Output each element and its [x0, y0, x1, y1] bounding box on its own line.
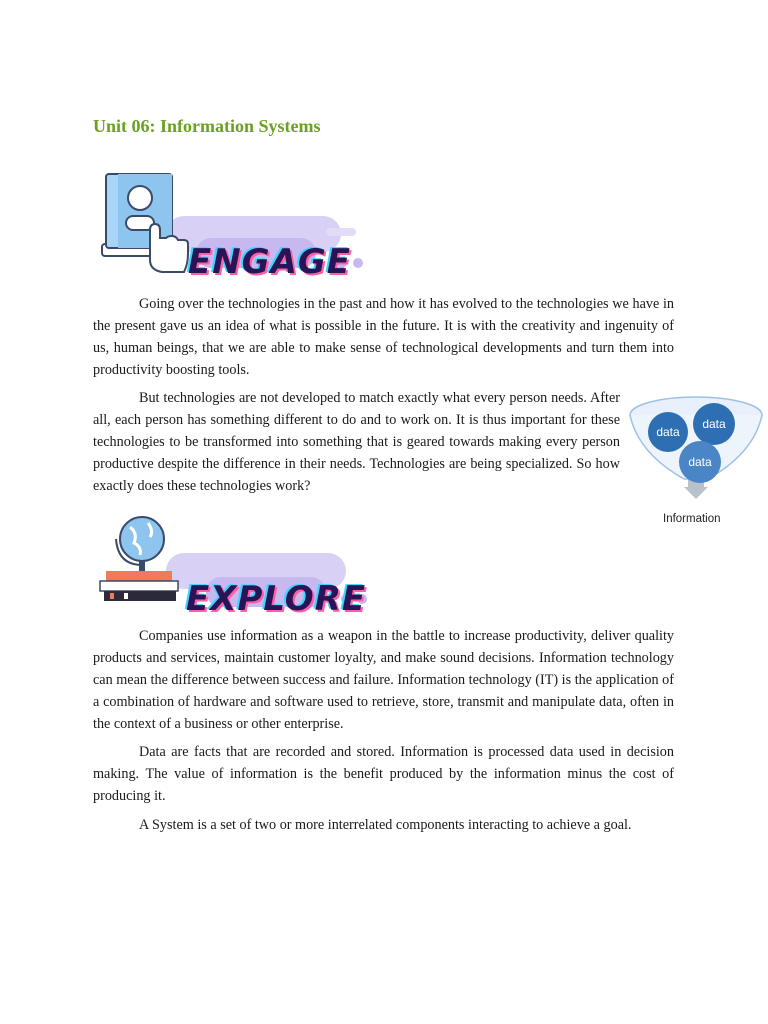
explore-heading: EXPLORE: [186, 579, 367, 619]
funnel-bubble-2: data: [702, 417, 726, 431]
funnel-bubble-3: data: [688, 455, 712, 469]
explore-paragraph-3: A System is a set of two or more interrelated components interacting to achieve a goal.: [139, 817, 632, 833]
funnel-output-label: Information: [663, 513, 721, 525]
engage-banner: [96, 168, 386, 286]
explore-banner: [96, 513, 386, 625]
funnel-bubble-1: data: [656, 425, 680, 439]
engage-paragraph-1: Going over the technologies in the past and how it has evolved to the technologies we have in the present gave us an idea of what is possible in the future. It is with the creativity and ingenuity of us, human beings, that we are able to make sense of technological developments and turn them into productivity boosting tools.: [93, 296, 674, 378]
explore-paragraph-1: Companies use information as a weapon in the battle to increase productivity, deliver quality products and services, maintain customer loyalty, and make sound decisions. Information technology can mean the difference between success and failure. Information technology (IT) is the application of a combination of hardware and software used to retrieve, store, transmit and manipulate data, often in the context of a business or other enterprise.: [93, 628, 674, 732]
engage-paragraph-2: But technologies are not developed to match exactly what every person needs. After all, each person has something different to do and to work on. It is thus important for these technologies to be transformed into something that is geared towards making every person productive despite the difference in their needs. Technologies are being specialized. So how exactly does these technologies work?: [93, 390, 620, 494]
data-funnel-icon: [628, 393, 764, 529]
unit-title: Unit 06: Information Systems: [93, 116, 321, 136]
explore-paragraph-2: Data are facts that are recorded and stored. Information is processed data used in decision making. The value of information is the benefit produced by the information minus the cost of producing it.: [93, 744, 674, 804]
engage-heading: ENGAGE: [188, 242, 352, 282]
